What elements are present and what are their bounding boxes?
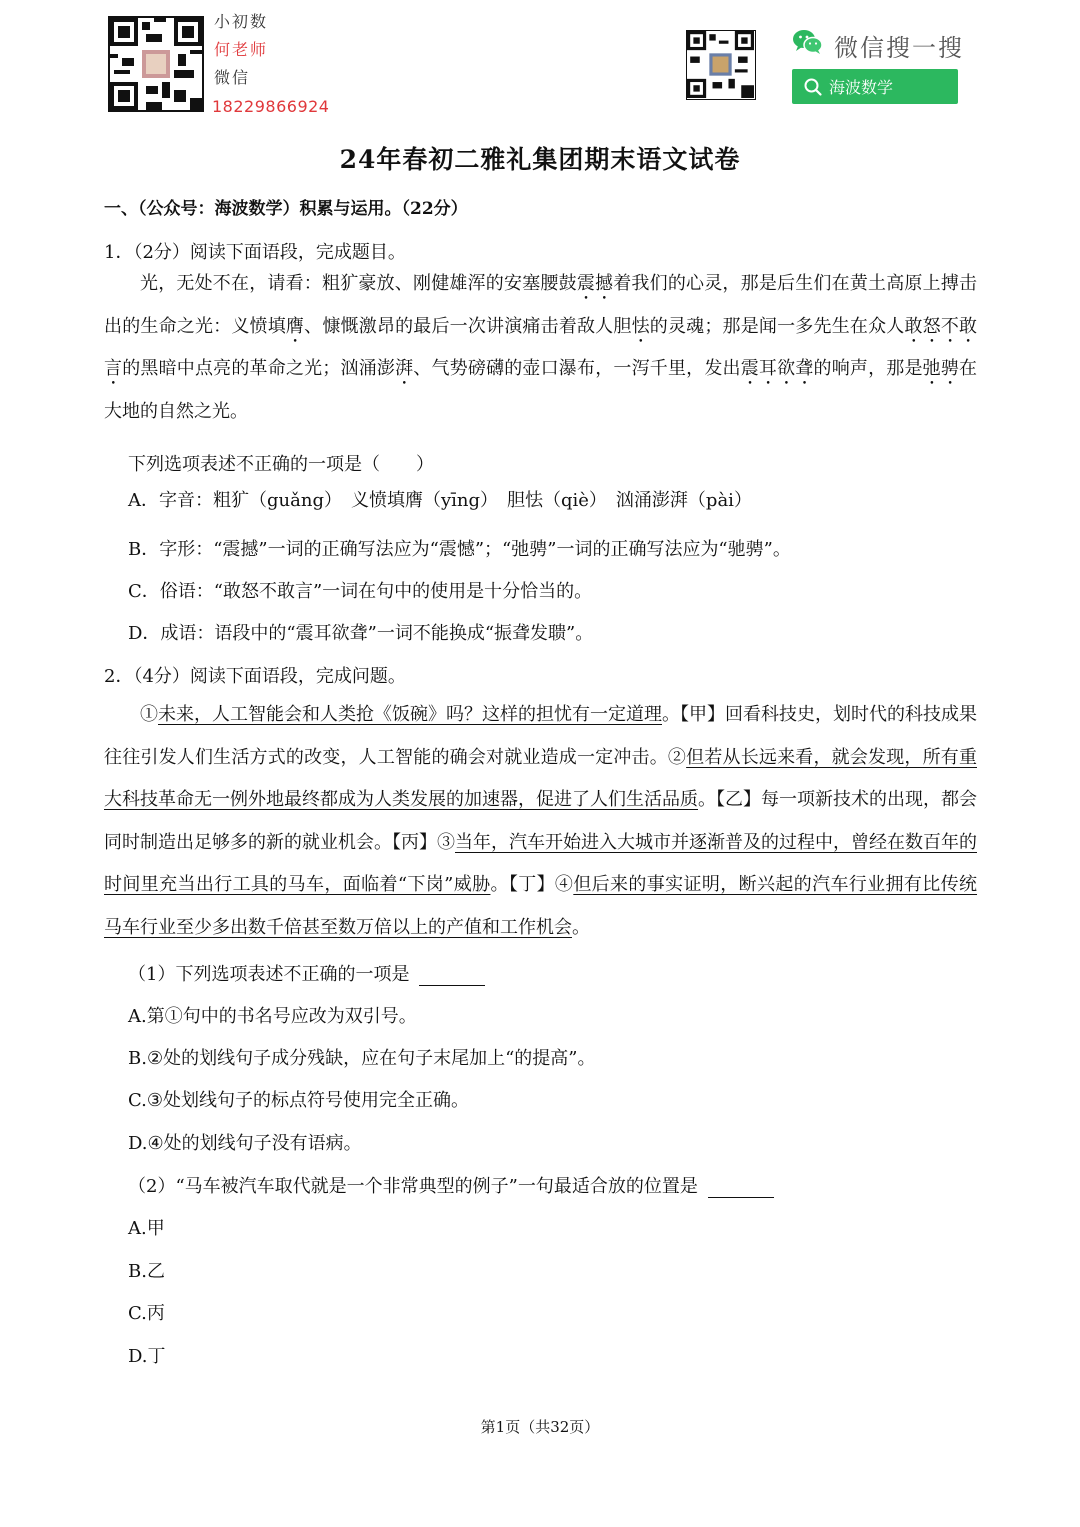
- q2-sub2-option-d: D.丁: [128, 1346, 166, 1367]
- underlined-sentence: 但若从长远来看，就会发现，所有重大科技革命无一例外地最终都成为人类发展的加速器，促进了人们生活品质: [104, 746, 977, 810]
- q1-option-a: A．字音：粗犷（guǎng） 义愤填膺（yīng） 胆怯（qiè） 汹涌澎湃（pài）: [128, 490, 752, 511]
- wechat-logo-icon: [792, 28, 822, 56]
- emphasis-word: 怯: [631, 315, 650, 337]
- q2-sub1-option-a: A.第①句中的书名号应改为双引号。: [128, 1006, 417, 1027]
- qr-code-icon: [687, 31, 754, 98]
- q2-sub1: （1）下列选项表述不正确的一项是: [128, 960, 485, 986]
- emphasis-word: 敢怒不敢言: [104, 315, 978, 379]
- q1-option-c: C．俗语：“敢怒不敢言”一词在句中的使用是十分恰当的。: [128, 581, 593, 602]
- contact-line-3: 微信: [214, 68, 251, 87]
- q1-prompt: 下列选项表述不正确的一项是（ ）: [128, 454, 434, 475]
- emphasis-word: 湃: [395, 358, 414, 379]
- underlined-sentence: 未来，人工智能会和人类抢《饭碗》吗？这样的担忧有一定道理: [158, 704, 662, 725]
- emphasis-word: 震耳欲聋: [740, 358, 814, 379]
- q1-option-d: D．成语：语段中的“震耳欲聋”一词不能换成“振聋发聩”。: [128, 623, 594, 644]
- page-title: 24年春初二雅礼集团期末语文试卷: [339, 145, 741, 174]
- q2-sub1-option-b: B.②处的划线句子成分残缺，应在句子末尾加上“的提高”。: [128, 1048, 596, 1069]
- emphasis-word: 震撼: [576, 273, 614, 294]
- q2-sub1-option-d: D.④处的划线句子没有语病。: [128, 1133, 362, 1154]
- section-heading: 一、（公众号：海波数学）积累与运用。（22分）: [104, 199, 468, 219]
- emphasis-word: 膺: [285, 315, 305, 337]
- contact-line-1: 小初数: [214, 12, 269, 31]
- qr-code-icon: [110, 18, 202, 110]
- q2-sub2-option-c: C.丙: [128, 1303, 165, 1324]
- q2-sub2-option-a: A.甲: [128, 1218, 165, 1239]
- emphasis-word: 弛骋: [922, 358, 960, 379]
- q2-passage: ①未来，人工智能会和人类抢《饭碗》吗？这样的担忧有一定道理。【甲】回看科技史，划时代的科技成果往往引发人们生活方式的改变，人工智能的确会对就业造成一定冲击。②但若从长远来看，就会发现，所有重大科技革命无一例外地最终都成为人类发展的加速器，促进了人们生活品质。【乙】每一项新技术的出现，都会同时制造出足够多的新的就业机会。【丙】③当年，汽车开始进入大城市并逐渐普及的过程中，曾经在数百年的时间里充当出行工具的马车，面临着“下岗”威胁。【丁】④但后来的事实证明，断兴起的汽车行业拥有比传统马车行业至少多出数千倍甚至数万倍以上的产值和工作机会。: [104, 704, 978, 938]
- q1-option-b: B．字形：“震撼”一词的正确写法应为“震憾”；“弛骋”一词的正确写法应为“驰骋”。: [128, 539, 791, 560]
- q2-sub2-option-b: B.乙: [128, 1261, 165, 1282]
- contact-qr-code: [108, 16, 204, 112]
- q2-sub1-option-c: C.③处划线句子的标点符号使用完全正确。: [128, 1090, 469, 1111]
- wechat-search-box[interactable]: [792, 69, 958, 104]
- wechat-search-query: 海波数学: [829, 78, 894, 97]
- page-number: 第1页（共32页）: [480, 1418, 600, 1436]
- underlined-sentence: 当年，汽车开始进入大城市并逐渐普及的过程中，曾经在数百年的时间里充当出行工具的马车，面临着“下岗”威胁: [104, 831, 977, 895]
- q1-stem: 1．（2分）阅读下面语段，完成题目。: [104, 242, 406, 263]
- underlined-sentence: 但后来的事实证明，断兴起的汽车行业拥有比传统马车行业至少多出数千倍甚至数万倍以上的产值和工作机会: [104, 874, 978, 938]
- contact-name: 何老师: [214, 40, 269, 59]
- q2-stem: 2．（4分）阅读下面语段，完成问题。: [104, 666, 406, 687]
- contact-phone: 18229866924: [212, 97, 330, 116]
- q2-sub2: （2）“马车被汽车取代就是一个非常典型的例子”一句最适合放的位置是: [128, 1172, 774, 1198]
- wechat-search-title: 微信搜一搜: [834, 34, 964, 62]
- q1-passage: 光，无处不在，请看：粗犷豪放、刚健雄浑的安塞腰鼓震撼着我们的心灵，那是后生们在黄土高原上搏击出的生命之光：义愤填膺、慷慨激昂的最后一次讲演痛击着敌人胆怯的灵魂；那是闻一多先生在众人敢怒不敢言的黑暗中点亮的革命之光；汹涌澎湃、气势磅礴的壶口瀑布，一泻千里，发出震耳欲聋的响声，那是弛骋在大地的自然之光。: [104, 273, 978, 422]
- answer-blank[interactable]: [419, 965, 485, 986]
- answer-blank[interactable]: [708, 1177, 774, 1198]
- wechat-qr-code: [686, 30, 756, 100]
- search-icon: [803, 77, 823, 97]
